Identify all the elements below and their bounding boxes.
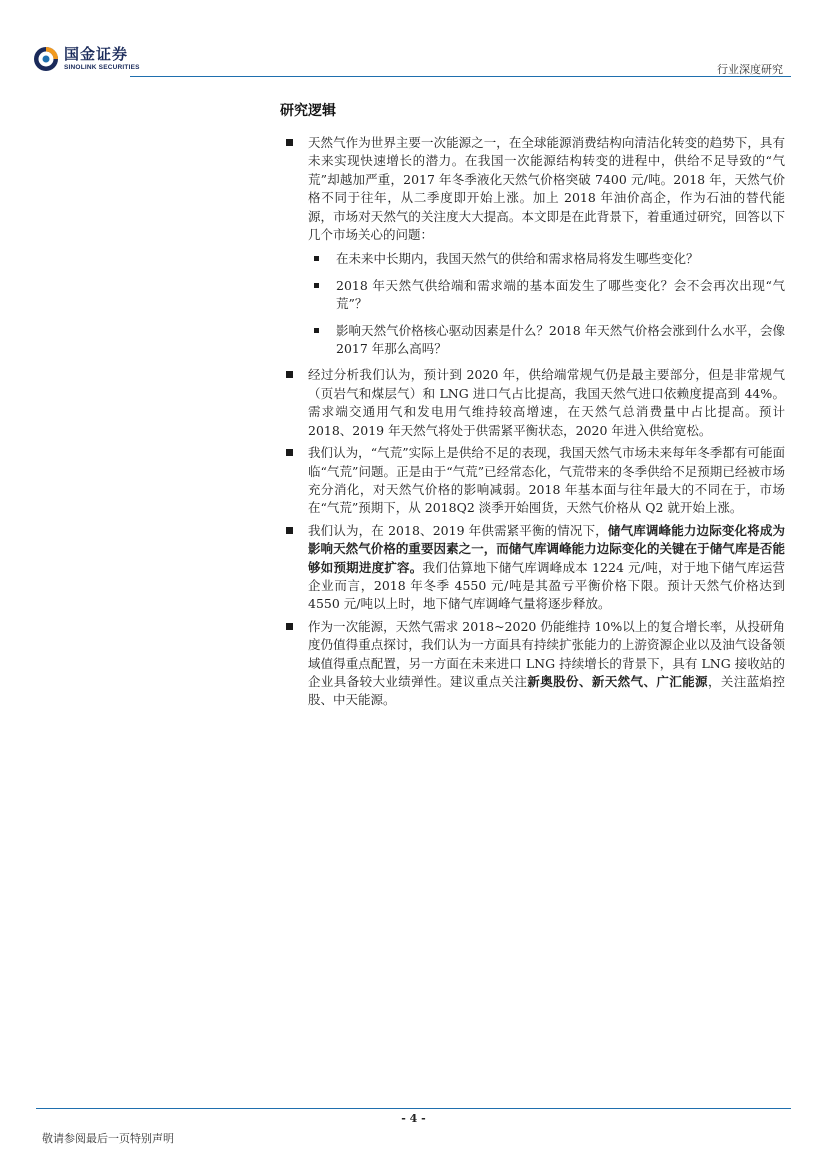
small-square-bullet-icon bbox=[314, 328, 319, 333]
bullet-paragraph-4 bbox=[280, 522, 785, 614]
square-bullet-icon bbox=[286, 527, 293, 534]
square-bullet-icon bbox=[286, 371, 293, 378]
page-header bbox=[0, 0, 827, 82]
header-divider bbox=[130, 76, 791, 77]
paragraph-text-cont: 我们估算地下储气库调峰成本 1224 元/吨，对于地下储气库运营企业而言，2018 年冬季 4550 元/吨是其盈亏平衡价格下限。预计天然气价格达到 4550 元/吨以上时，地下储气库调峰气量将逐步释放。 bbox=[308, 559, 785, 612]
company-logo bbox=[33, 46, 153, 76]
report-type-label: 行业深度研究 bbox=[717, 63, 783, 76]
sub-bullet-3 bbox=[308, 322, 785, 359]
square-bullet-icon bbox=[286, 449, 293, 456]
paragraph-text: 经过分析我们认为，预计到 2020 年，供给端常规气仍是最主要部分，但是非常规气（页岩气和煤层气）和 LNG 进口气占比提高，我国天然气进口依赖度提高到 44%。需求端交通用气和发电用气维持较高增速，在天然气总消费量中占比提高。预计 2018、2019 年天然气将处于供需紧平衡状态，2020 年进入供给宽松。 bbox=[308, 367, 785, 438]
sub-bullet-text: 影响天然气价格核心驱动因素是什么？2018 年天然气价格会涨到什么水平，会像 2017 年那么高吗？ bbox=[336, 322, 785, 357]
bullet-paragraph-1 bbox=[280, 134, 785, 358]
paragraph-text: 我们认为，“气荒”实际上是供给不足的表现，我国天然气市场未来每年冬季都有可能面临“气荒”问题。正是由于“气荒”已经常态化，气荒带来的冬季供给不足预期已经被市场充分消化，对天然气价格的影响减弱。2018 年基本面与往年最大的不同在于，市场在“气荒”预期下，从 2018Q2 淡季开始囤货，天然气价格从 Q2 就开始上涨。 bbox=[308, 445, 785, 516]
small-square-bullet-icon bbox=[314, 283, 319, 288]
bullet-paragraph-2 bbox=[280, 366, 785, 440]
paragraph-text: 天然气作为世界主要一次能源之一，在全球能源消费结构向清洁化转变的趋势下，具有未来实现快速增长的潜力。在我国一次能源结构转变的进程中，供给不足导致的“气荒”却越加严重，2017 年冬季液化天然气价格突破 7400 元/吨。2018 年，天然气价格不同于往年，从二季度即开始上涨。加上 2018 年油价高企，作为石油的替代能源，市场对天然气的关注度大大提高。本文即是在此背景下，着重通过研究，回答以下几个市场关心的问题： bbox=[308, 135, 785, 243]
sub-bullet-text: 在未来中长期内，我国天然气的供给和需求格局将发生哪些变化？ bbox=[336, 251, 699, 267]
footer-disclaimer: 敬请参阅最后一页特别声明 bbox=[42, 1132, 174, 1145]
bullet-paragraph-3 bbox=[280, 444, 785, 518]
paragraph-text: 作为一次能源，天然气需求 2018~2020 仍能维持 10%以上的复合增长率，从投研角度仍值得重点探讨，我们认为一方面具有持续扩张能力的上游资源企业以及油气设备领域值得重点配置，另一方面在未来进口 LNG 持续增长的背景下，具有 LNG 接收站的企业具备较大业绩弹性。建议重点关注 bbox=[308, 618, 785, 689]
section-title: 研究逻辑 bbox=[280, 103, 336, 119]
logo-english-text: SINOLINK SECURITIES bbox=[64, 64, 140, 71]
bullet-paragraph-5 bbox=[280, 618, 785, 710]
logo-chinese-text: 国金证券 bbox=[64, 45, 129, 63]
paragraph-text: 我们认为，在 2018、2019 年供需紧平衡的情况下， bbox=[308, 522, 608, 538]
sub-bullet-1 bbox=[308, 250, 785, 268]
sub-bullet-2 bbox=[308, 277, 785, 314]
footer-divider bbox=[36, 1108, 791, 1109]
square-bullet-icon bbox=[286, 139, 293, 146]
sub-bullet-text: 2018 年天然气供给端和需求端的基本面发生了哪些变化？会不会再次出现“气荒”？ bbox=[336, 277, 785, 312]
paragraph-text-cont: ，关注蓝焰控股、中天能源。 bbox=[308, 673, 785, 708]
recommended-stocks: 新奥股份、新天然气、广汇能源 bbox=[527, 673, 708, 689]
sinolink-logo-icon bbox=[33, 46, 59, 72]
research-logic-content bbox=[280, 134, 785, 714]
emphasis-text: 储气库调峰能力边际变化将成为影响天然气价格的重要因素之一，而储气库调峰能力边际变化的关键在于储气库是否能够如预期进度扩容。 bbox=[308, 522, 785, 575]
small-square-bullet-icon bbox=[314, 256, 319, 261]
square-bullet-icon bbox=[286, 623, 293, 630]
page-number: - 4 - bbox=[401, 1112, 426, 1125]
